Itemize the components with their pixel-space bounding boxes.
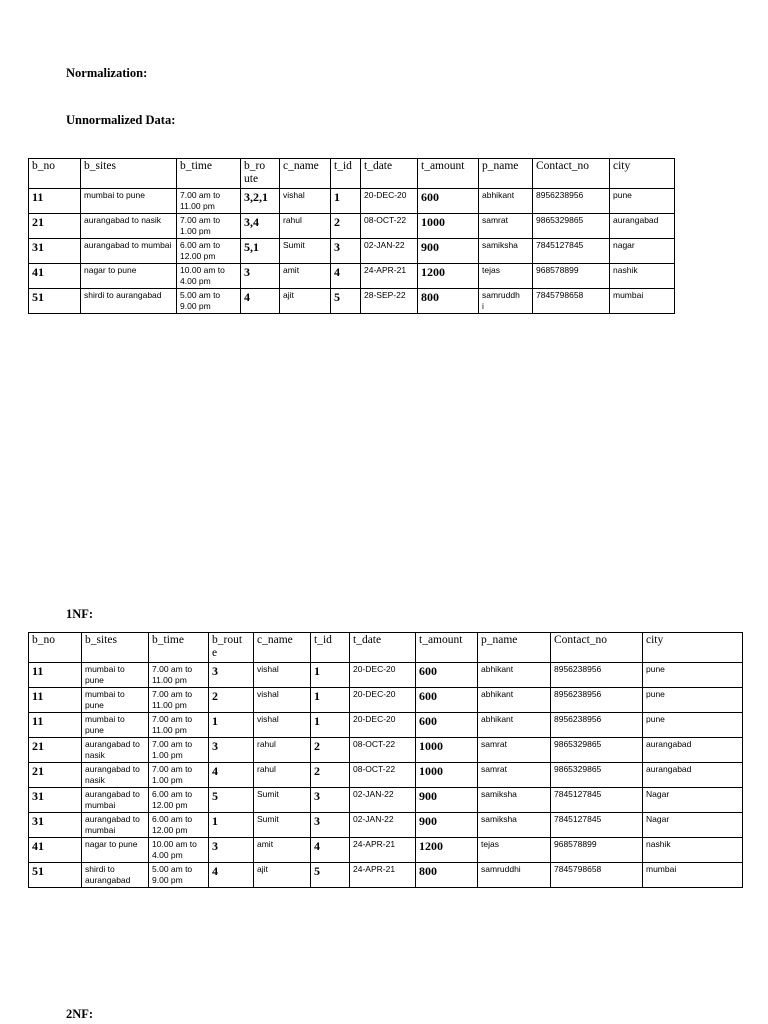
table-row bbox=[29, 214, 675, 239]
column-header: Contact_no bbox=[551, 633, 643, 663]
table-cell: nashik bbox=[610, 264, 675, 289]
table-cell: 8956238956 bbox=[551, 663, 643, 688]
column-header: t_id bbox=[331, 159, 361, 189]
column-header: t_id bbox=[311, 633, 350, 663]
table-row bbox=[29, 763, 743, 788]
table-cell: 6.00 am to 12.00 pm bbox=[149, 813, 209, 838]
table-cell: aurangabad to mumbai bbox=[81, 239, 177, 264]
table-cell: 7845127845 bbox=[551, 788, 643, 813]
table-cell: rahul bbox=[254, 763, 311, 788]
table-cell: 7.00 am to 11.00 pm bbox=[149, 663, 209, 688]
nf2-heading: 2NF: bbox=[66, 1007, 94, 1021]
table-cell: 2 bbox=[311, 738, 350, 763]
table-cell: 600 bbox=[418, 189, 479, 214]
table-cell: 5 bbox=[311, 863, 350, 888]
table-cell: 2 bbox=[209, 688, 254, 713]
table-cell: mumbai to pune bbox=[82, 713, 149, 738]
table-cell: 2 bbox=[331, 214, 361, 239]
table-cell: pune bbox=[643, 713, 743, 738]
table-cell: aurangabad to nasik bbox=[82, 738, 149, 763]
table-cell: shirdi to aurangabad bbox=[81, 289, 177, 314]
column-header: Contact_no bbox=[533, 159, 610, 189]
table-cell: 02-JAN-22 bbox=[350, 813, 416, 838]
table-cell: samruddhi bbox=[478, 863, 551, 888]
table-cell: aurangabad to mumbai bbox=[82, 813, 149, 838]
table-cell: samiksha bbox=[478, 788, 551, 813]
column-header: b_rout e bbox=[209, 633, 254, 663]
table-row bbox=[29, 813, 743, 838]
table-cell: Nagar bbox=[643, 788, 743, 813]
table-cell: 3,4 bbox=[241, 214, 280, 239]
table-cell: 600 bbox=[416, 713, 478, 738]
table-row bbox=[29, 838, 743, 863]
table-cell: 51 bbox=[29, 863, 82, 888]
table-cell: 968578899 bbox=[533, 264, 610, 289]
table-cell: shirdi to aurangabad bbox=[82, 863, 149, 888]
table-cell: 24-APR-21 bbox=[361, 264, 418, 289]
table-row bbox=[29, 863, 743, 888]
table-cell: 7845127845 bbox=[533, 239, 610, 264]
table-cell: rahul bbox=[280, 214, 331, 239]
table-cell: 4 bbox=[331, 264, 361, 289]
table-cell: tejas bbox=[478, 838, 551, 863]
column-header: p_name bbox=[478, 633, 551, 663]
table-cell: nagar to pune bbox=[82, 838, 149, 863]
table-cell: pune bbox=[610, 189, 675, 214]
table-cell: 21 bbox=[29, 763, 82, 788]
column-header: b_no bbox=[29, 633, 82, 663]
table-cell: 7.00 am to 11.00 pm bbox=[149, 688, 209, 713]
column-header: b_no bbox=[29, 159, 81, 189]
table-cell: aurangabad to mumbai bbox=[82, 788, 149, 813]
table-cell: 3,2,1 bbox=[241, 189, 280, 214]
table-cell: 1000 bbox=[416, 763, 478, 788]
table-cell: ajit bbox=[254, 863, 311, 888]
table-cell: 3 bbox=[209, 738, 254, 763]
table-cell: 5.00 am to 9.00 pm bbox=[149, 863, 209, 888]
table-cell: rahul bbox=[254, 738, 311, 763]
table-cell: 1 bbox=[311, 688, 350, 713]
column-header: t_date bbox=[350, 633, 416, 663]
unnormalized-heading: Unnormalized Data: bbox=[66, 113, 176, 127]
column-header: t_date bbox=[361, 159, 418, 189]
table-cell: 7.00 am to 1.00 pm bbox=[177, 214, 241, 239]
table-row bbox=[29, 289, 675, 314]
table-cell: nashik bbox=[643, 838, 743, 863]
table-cell: 28-SEP-22 bbox=[361, 289, 418, 314]
table-cell: vishal bbox=[254, 713, 311, 738]
table-cell: 8956238956 bbox=[533, 189, 610, 214]
table-cell: 600 bbox=[416, 688, 478, 713]
table-cell: 5,1 bbox=[241, 239, 280, 264]
column-header: c_name bbox=[280, 159, 331, 189]
column-header: t_amount bbox=[416, 633, 478, 663]
column-header: city bbox=[643, 633, 743, 663]
table-cell: 2 bbox=[311, 763, 350, 788]
column-header: b_time bbox=[149, 633, 209, 663]
table-cell: 1000 bbox=[416, 738, 478, 763]
table-cell: 7.00 am to 1.00 pm bbox=[149, 763, 209, 788]
column-header: c_name bbox=[254, 633, 311, 663]
table-cell: 7.00 am to 1.00 pm bbox=[149, 738, 209, 763]
table-cell: samiksha bbox=[479, 239, 533, 264]
table-cell: Nagar bbox=[643, 813, 743, 838]
table-cell: 9865329865 bbox=[551, 738, 643, 763]
table-cell: 4 bbox=[209, 863, 254, 888]
table-cell: vishal bbox=[254, 688, 311, 713]
table-cell: nagar to pune bbox=[81, 264, 177, 289]
table-cell: 24-APR-21 bbox=[350, 863, 416, 888]
table-cell: 5 bbox=[331, 289, 361, 314]
table-cell: samrat bbox=[478, 738, 551, 763]
table-cell: Sumit bbox=[254, 813, 311, 838]
nf1-heading: 1NF: bbox=[66, 607, 94, 621]
table-cell: mumbai to pune bbox=[82, 663, 149, 688]
table-cell: abhikant bbox=[478, 688, 551, 713]
table-cell: 20-DEC-20 bbox=[350, 663, 416, 688]
table-cell: ajit bbox=[280, 289, 331, 314]
table-row bbox=[29, 189, 675, 214]
table-cell: 11 bbox=[29, 189, 81, 214]
table-cell: 7.00 am to 11.00 pm bbox=[177, 189, 241, 214]
table-cell: 6.00 am to 12.00 pm bbox=[149, 788, 209, 813]
table-cell: samrat bbox=[478, 763, 551, 788]
table-cell: 21 bbox=[29, 214, 81, 239]
table-cell: aurangabad to nasik bbox=[81, 214, 177, 239]
table-cell: 5 bbox=[209, 788, 254, 813]
table-cell: 4 bbox=[209, 763, 254, 788]
table-header-row bbox=[29, 633, 743, 663]
table-cell: 1 bbox=[209, 713, 254, 738]
table-cell: 3 bbox=[331, 239, 361, 264]
column-header: b_sites bbox=[82, 633, 149, 663]
column-header: b_sites bbox=[81, 159, 177, 189]
table-row bbox=[29, 264, 675, 289]
table-cell: 800 bbox=[418, 289, 479, 314]
table-cell: 7845798658 bbox=[551, 863, 643, 888]
table-cell: 1 bbox=[311, 663, 350, 688]
table-cell: vishal bbox=[254, 663, 311, 688]
table-cell: Sumit bbox=[254, 788, 311, 813]
table-cell: 41 bbox=[29, 264, 81, 289]
table-cell: 08-OCT-22 bbox=[350, 763, 416, 788]
table-cell: 11 bbox=[29, 713, 82, 738]
table-cell: 7845798658 bbox=[533, 289, 610, 314]
table-cell: 3 bbox=[311, 788, 350, 813]
table-cell: mumbai to pune bbox=[82, 688, 149, 713]
table-cell: mumbai bbox=[643, 863, 743, 888]
table-cell: aurangabad to nasik bbox=[82, 763, 149, 788]
table-cell: nagar bbox=[610, 239, 675, 264]
table-row bbox=[29, 713, 743, 738]
table-cell: 900 bbox=[416, 813, 478, 838]
unnormalized-table bbox=[28, 158, 675, 314]
table-cell: 20-DEC-20 bbox=[361, 189, 418, 214]
table-cell: aurangabad bbox=[610, 214, 675, 239]
table-cell: 3 bbox=[209, 663, 254, 688]
table-cell: samrat bbox=[479, 214, 533, 239]
table-cell: 24-APR-21 bbox=[350, 838, 416, 863]
table-cell: samiksha bbox=[478, 813, 551, 838]
table-cell: abhikant bbox=[478, 663, 551, 688]
table-cell: 31 bbox=[29, 239, 81, 264]
table-cell: tejas bbox=[479, 264, 533, 289]
table-cell: 3 bbox=[311, 813, 350, 838]
table-cell: 11 bbox=[29, 663, 82, 688]
table-cell: abhikant bbox=[479, 189, 533, 214]
table-cell: 1200 bbox=[418, 264, 479, 289]
column-header: b_time bbox=[177, 159, 241, 189]
table-cell: 8956238956 bbox=[551, 688, 643, 713]
table-cell: 1 bbox=[331, 189, 361, 214]
table-cell: 900 bbox=[416, 788, 478, 813]
table-cell: 02-JAN-22 bbox=[350, 788, 416, 813]
table-cell: aurangabad bbox=[643, 738, 743, 763]
table-cell: 600 bbox=[416, 663, 478, 688]
table-cell: 1200 bbox=[416, 838, 478, 863]
table-cell: mumbai to pune bbox=[81, 189, 177, 214]
table-cell: 20-DEC-20 bbox=[350, 713, 416, 738]
table-cell: 20-DEC-20 bbox=[350, 688, 416, 713]
table-cell: mumbai bbox=[610, 289, 675, 314]
column-header: t_amount bbox=[418, 159, 479, 189]
table-row bbox=[29, 688, 743, 713]
table-cell: amit bbox=[280, 264, 331, 289]
table-cell: 9865329865 bbox=[533, 214, 610, 239]
table-row bbox=[29, 738, 743, 763]
table-cell: 10.00 am to 4.00 pm bbox=[177, 264, 241, 289]
table-cell: abhikant bbox=[478, 713, 551, 738]
table-cell: pune bbox=[643, 663, 743, 688]
table-cell: 02-JAN-22 bbox=[361, 239, 418, 264]
table-row bbox=[29, 239, 675, 264]
table-cell: 4 bbox=[241, 289, 280, 314]
table-cell: 41 bbox=[29, 838, 82, 863]
table-cell: 1 bbox=[209, 813, 254, 838]
table-cell: samruddh i bbox=[479, 289, 533, 314]
table-cell: 21 bbox=[29, 738, 82, 763]
table-cell: amit bbox=[254, 838, 311, 863]
table-cell: 08-OCT-22 bbox=[361, 214, 418, 239]
table-cell: 3 bbox=[209, 838, 254, 863]
table-cell: Sumit bbox=[280, 239, 331, 264]
table-cell: 31 bbox=[29, 813, 82, 838]
table-cell: 968578899 bbox=[551, 838, 643, 863]
table-cell: 7845127845 bbox=[551, 813, 643, 838]
normalization-heading: Normalization: bbox=[66, 66, 148, 80]
table-cell: 4 bbox=[311, 838, 350, 863]
table-cell: 900 bbox=[418, 239, 479, 264]
column-header: city bbox=[610, 159, 675, 189]
nf1-table bbox=[28, 632, 743, 888]
table-cell: 31 bbox=[29, 788, 82, 813]
table-cell: 1000 bbox=[418, 214, 479, 239]
column-header: b_ro ute bbox=[241, 159, 280, 189]
table-cell: 08-OCT-22 bbox=[350, 738, 416, 763]
table-cell: 6.00 am to 12.00 pm bbox=[177, 239, 241, 264]
table-cell: 5.00 am to 9.00 pm bbox=[177, 289, 241, 314]
table-cell: 11 bbox=[29, 688, 82, 713]
table-cell: 10.00 am to 4.00 pm bbox=[149, 838, 209, 863]
table-header-row bbox=[29, 159, 675, 189]
table-cell: 800 bbox=[416, 863, 478, 888]
table-cell: pune bbox=[643, 688, 743, 713]
table-cell: 8956238956 bbox=[551, 713, 643, 738]
table-cell: aurangabad bbox=[643, 763, 743, 788]
table-cell: 7.00 am to 11.00 pm bbox=[149, 713, 209, 738]
table-row bbox=[29, 663, 743, 688]
table-cell: 51 bbox=[29, 289, 81, 314]
column-header: p_name bbox=[479, 159, 533, 189]
table-row bbox=[29, 788, 743, 813]
table-cell: 1 bbox=[311, 713, 350, 738]
table-cell: vishal bbox=[280, 189, 331, 214]
table-cell: 3 bbox=[241, 264, 280, 289]
table-cell: 9865329865 bbox=[551, 763, 643, 788]
